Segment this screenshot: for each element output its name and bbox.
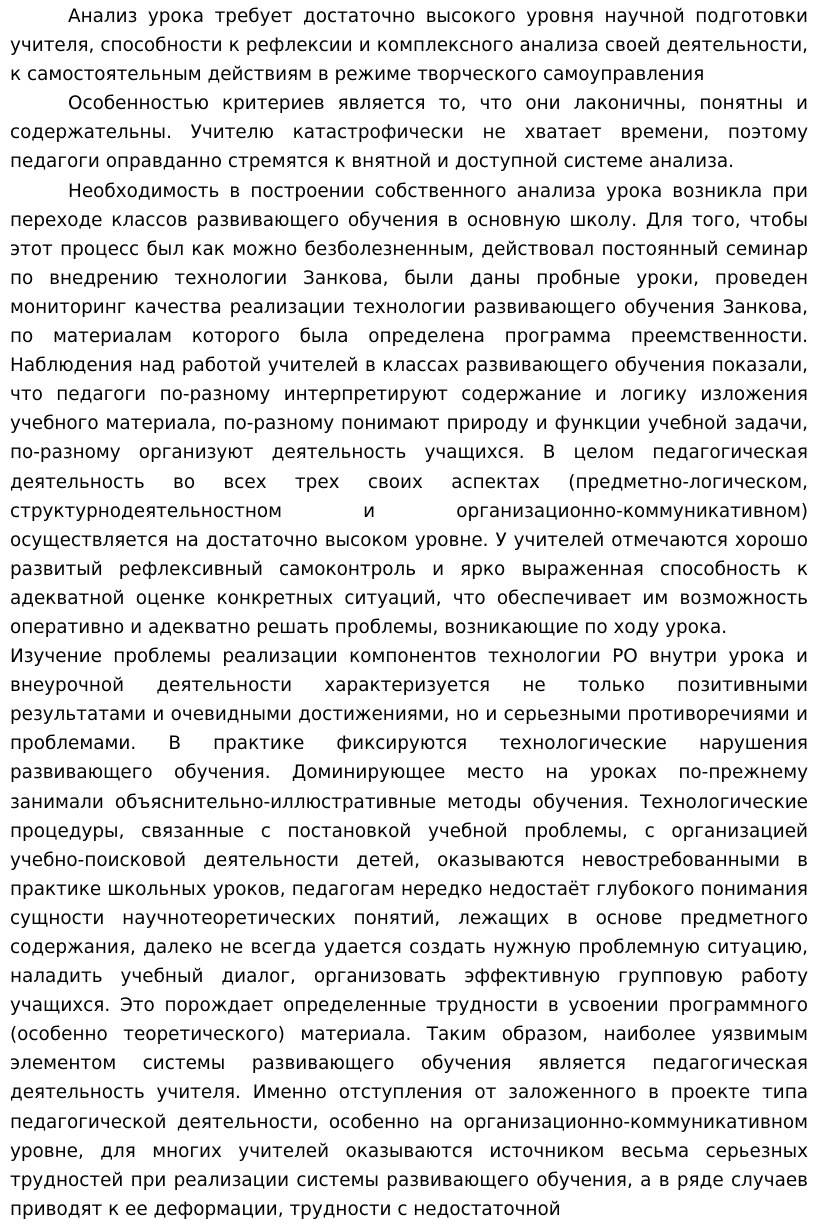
- paragraph-lesson-analysis: Анализ урока требует достаточно высокого уровня научной подготовки учителя, способности к рефлексии и комплексного анализа своей деятельности, к самостоятельным действиям в режиме творческого самоуправления: [10, 6, 808, 86]
- paragraph-necessity: Необходимость в построении собственного анализа урока возникла при переходе классов развивающего обучения в основную школу. Для того, чтобы этот процесс был как можно безболезненным, действовал постоянный семинар по внедрению технологии Занкова, были даны пробные уроки, проведен мониторинг качества реализации технологии развивающего обучения Занкова, по материалам которого была определена программа преемственности. Наблюдения над работой учителей в классах развивающего обучения показали, что педагоги по-разному интерпретируют содержание и логику изложения учебного материала, по-разному понимают природу и функции учебной задачи, по-разному организуют деятельность учащихся. В целом педагогическая деятельность во всех трех своих аспектах (предметно-логическом, структурнодеятельностном и организационно-коммуникативном) осуществляется на достаточно высоком уровне. У учителей отмечаются хорошо развитый рефлексивный самоконтроль и ярко выраженная способность к адекватной оценке конкретных ситуаций, что обеспечивает им возможность оперативно и адекватно решать проблемы, возникающие по ходу урока.: [10, 180, 808, 638]
- document-page: [10, 2, 808, 1224]
- paragraph-study-of-problem: Изучение проблемы реализации компонентов технологии РО внутри урока и внеурочной деятельности характеризуется не только позитивными результатами и очевидными достижениями, но и серьезными противоречиями и проблемами. В практике фиксируются технологические нарушения развивающего обучения. Доминирующее место на уроках по-прежнему занимали объяснительно-иллюстративные методы обучения. Технологические процедуры, связанные с постановкой учебной проблемы, с организацией учебно-поисковой деятельности детей, оказываются невостребованными в практике школьных уроков, педагогам нередко недостаёт глубокого понимания сущности научнотеоретических понятий, лежащих в основе предметного содержания, далеко не всегда удается создать нужную проблемную ситуацию, наладить учебный диалог, организовать эффективную групповую работу учащихся. Это порождает определенные трудности в усвоении программного (особенно теоретического) материала. Таким образом, наиболее уязвимым элементом системы развивающего обучения является педагогическая деятельность учителя. Именно отступления от заложенного в проекте типа педагогической деятельности, особенно на организационно-коммуникативном уровне, для многих учителей оказываются источником весьма серьезных трудностей при реализации системы развивающего обучения, а в ряде случаев приводят к ее деформации, трудности с недостаточной: [10, 646, 808, 1220]
- paragraph-criteria: Особенностью критериев является то, что они лаконичны, понятны и содержательны. Учителю катастрофически не хватает времени, поэтому педагоги оправданно стремятся к внятной и доступной системе анализа.: [10, 93, 808, 173]
